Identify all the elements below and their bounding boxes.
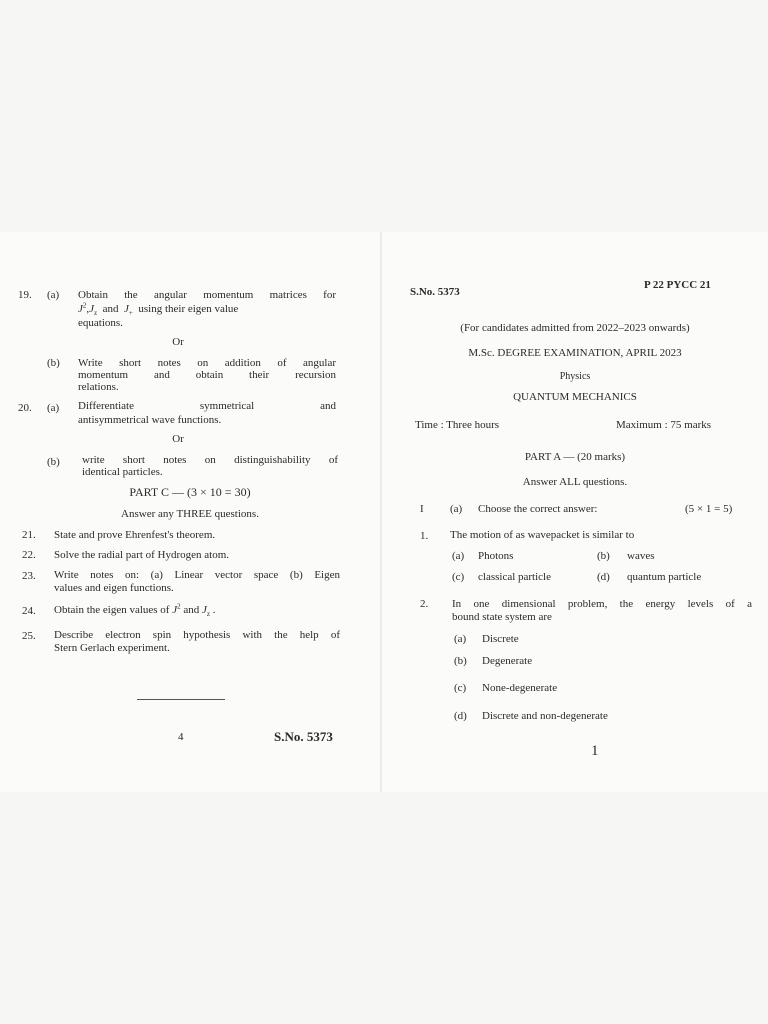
q1-option-d-label: (d) bbox=[597, 571, 610, 583]
q2-option-d-label: (d) bbox=[454, 710, 467, 722]
q20a-label: (a) bbox=[47, 402, 60, 414]
q2-line-2: bound state system are bbox=[452, 611, 552, 623]
q19b-label: (b) bbox=[47, 357, 60, 369]
part-a-title: PART A — (20 marks) bbox=[524, 451, 626, 463]
q1-option-c: classical particle bbox=[478, 571, 551, 583]
candidates-note: (For candidates admitted from 2022–2023 onwards) bbox=[460, 322, 690, 334]
q25-line-2: Stern Gerlach experiment. bbox=[54, 642, 170, 654]
section-i-number: I bbox=[420, 503, 424, 515]
q1-number: 1. bbox=[420, 530, 429, 542]
q19a-line-2: $J^2,J_z$ and $J_+$ using their eigen value bbox=[78, 301, 239, 318]
q19b-line-2: momentum and obtain their recursion bbox=[78, 369, 336, 381]
q2-option-c: None-degenerate bbox=[482, 682, 558, 694]
q25-number: 25. bbox=[22, 630, 36, 642]
q20b-label: (b) bbox=[47, 456, 60, 468]
paper-code: P 22 PYCC 21 bbox=[644, 279, 711, 291]
q19a-label: (a) bbox=[47, 289, 60, 301]
q2-option-b-label: (b) bbox=[454, 655, 467, 667]
q23-line-2: values and eigen functions. bbox=[54, 582, 174, 594]
subject: Physics bbox=[559, 371, 591, 382]
q23-number: 23. bbox=[22, 570, 36, 582]
q24-number: 24. bbox=[22, 605, 36, 617]
time: Time : Three hours bbox=[415, 419, 500, 431]
q19b-line-3: relations. bbox=[78, 381, 119, 393]
paper-title: QUANTUM MECHANICS bbox=[513, 391, 637, 403]
page-fold bbox=[380, 232, 382, 792]
q22-text: Solve the radial part of Hydrogen atom. bbox=[54, 549, 230, 561]
exam-title: M.Sc. DEGREE EXAMINATION, APRIL 2023 bbox=[468, 347, 682, 359]
q1-option-b: waves bbox=[627, 550, 655, 562]
end-rule bbox=[137, 699, 225, 700]
q2-number: 2. bbox=[420, 598, 429, 610]
q22-number: 22. bbox=[22, 549, 36, 561]
q25-line-1: Describe electron spin hypothesis with the help of bbox=[54, 629, 340, 641]
q19-number: 19. bbox=[18, 289, 32, 301]
q20b-line-2: identical particles. bbox=[82, 466, 163, 478]
section-i-text: Choose the correct answer: bbox=[478, 503, 598, 515]
q24-text: Obtain the eigen values of $J^2$ and $J_z$ . bbox=[54, 602, 216, 619]
q23-line-1: Write notes on: (a) Linear vector space (b) Eigen bbox=[54, 569, 340, 581]
q21-number: 21. bbox=[22, 529, 36, 541]
section-i-marks: (5 × 1 = 5) bbox=[685, 503, 733, 515]
q21-text: State and prove Ehrenfest's theorem. bbox=[54, 529, 216, 541]
header-sno: S.No. 5373 bbox=[410, 286, 460, 298]
part-a-instruction: Answer ALL questions. bbox=[522, 476, 628, 488]
part-c-instruction: Answer any THREE questions. bbox=[121, 508, 259, 520]
part-c-title: PART C — (3 × 10 = 30) bbox=[129, 485, 251, 499]
q19a-line-3: equations. bbox=[78, 317, 123, 329]
q1-option-d: quantum particle bbox=[627, 571, 702, 583]
footer-sno: S.No. 5373 bbox=[274, 729, 333, 744]
q1-option-c-label: (c) bbox=[452, 571, 465, 583]
q20-or: Or bbox=[172, 433, 184, 445]
q19-or: Or bbox=[172, 336, 184, 348]
q1-text: The motion of as wavepacket is similar to bbox=[450, 529, 635, 541]
section-i-label: (a) bbox=[450, 503, 463, 515]
q2-option-b: Degenerate bbox=[482, 655, 533, 667]
q19a-line-1: Obtain the angular momentum matrices for bbox=[78, 289, 336, 301]
q20a-line-1: Differentiate symmetrical and bbox=[78, 400, 336, 412]
q2-line-1: In one dimensional problem, the energy levels of a bbox=[452, 598, 752, 610]
max-marks: Maximum : 75 marks bbox=[616, 419, 712, 431]
q1-option-a: Photons bbox=[478, 550, 514, 562]
q1-option-b-label: (b) bbox=[597, 550, 610, 562]
q2-option-a: Discrete bbox=[482, 633, 519, 645]
q2-option-d: Discrete and non-degenerate bbox=[482, 710, 608, 722]
q2-option-c-label: (c) bbox=[454, 682, 467, 694]
q20b-line-1: write short notes on distinguishability of bbox=[82, 454, 338, 466]
q20-number: 20. bbox=[18, 402, 32, 414]
q2-option-a-label: (a) bbox=[454, 633, 467, 645]
q19b-line-1: Write short notes on addition of angular bbox=[78, 357, 336, 369]
page-marker: 1 bbox=[591, 743, 599, 759]
q20a-line-2: antisymmetrical wave functions. bbox=[78, 414, 222, 426]
q1-option-a-label: (a) bbox=[452, 550, 465, 562]
page-number: 4 bbox=[178, 731, 184, 743]
